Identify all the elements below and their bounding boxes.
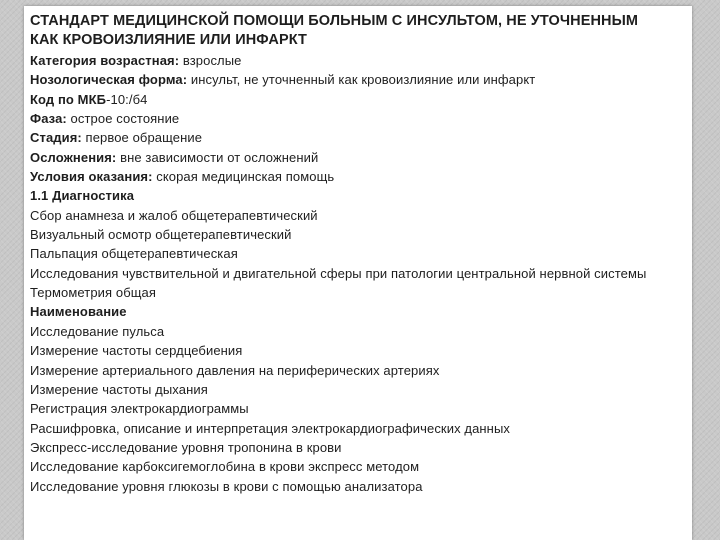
list-item: Измерение частоты дыхания	[30, 381, 208, 397]
document-title: СТАНДАРТ МЕДИЦИНСКОЙ ПОМОЩИ БОЛЬНЫМ С ИНСУЛЬТОМ, НЕ УТОЧНЕННЫМ КАК КРОВОИЗЛИЯНИЕ ИЛИ ИНФАРКТ	[30, 13, 639, 48]
field-value: первое обращение	[81, 130, 203, 146]
list-item: Исследования чувствительной и двигательной сферы при патологии центральной нервной системы	[30, 265, 647, 281]
list-item: Регистрация электрокардиограммы	[30, 401, 249, 417]
list-item: Измерение артериального давления на периферических артериях	[30, 362, 440, 378]
list-item: Сбор анамнеза и жалоб общетерапевтический	[30, 207, 318, 223]
field-label: Категория возрастная:	[30, 53, 180, 68]
document-page	[24, 6, 692, 540]
field-care-conditions	[30, 167, 692, 186]
list-item: Визуальный осмотр общетерапевтический	[30, 227, 292, 243]
list-item: Пальпация общетерапевтическая	[30, 246, 238, 262]
field-age-category	[30, 51, 692, 70]
field-icd-code	[30, 90, 692, 109]
list-item: Исследование пульса	[30, 323, 165, 339]
field-value: взрослые	[179, 53, 242, 68]
section-heading-diagnostics: 1.1 Диагностика	[30, 188, 135, 204]
field-label: Фаза:	[30, 111, 67, 127]
field-label: Нозологическая форма:	[30, 72, 188, 88]
list-item: Исследование уровня глюкозы в крови с помощью анализатора	[30, 478, 423, 494]
field-stage	[30, 128, 692, 147]
field-value: скорая медицинская помощь	[152, 169, 335, 185]
field-label: Условия оказания:	[30, 169, 153, 185]
field-value: -10:/б4	[106, 91, 148, 107]
field-nosological-form	[30, 70, 692, 89]
list-item: Исследование карбоксигемоглобина в крови экспресс методом	[30, 459, 420, 475]
field-label: Осложнения:	[30, 149, 117, 165]
list-item: Расшифровка, описание и интерпретация электрокардиографических данных	[30, 420, 511, 436]
field-value: острое состояние	[66, 111, 180, 127]
section-heading-naming: Наименование	[30, 304, 127, 320]
field-complications	[30, 148, 692, 167]
list-item: Экспресс-исследование уровня тропонина в крови	[30, 439, 342, 455]
field-label: Стадия:	[30, 130, 82, 146]
field-value: вне зависимости от осложнений	[116, 149, 319, 165]
list-item: Измерение частоты сердцебиения	[30, 343, 243, 359]
field-label: Код по МКБ	[30, 91, 107, 107]
list-item: Термометрия общая	[30, 285, 157, 301]
field-phase	[30, 109, 692, 128]
field-value: инсульт, не уточненный как кровоизлияние или инфаркт	[187, 72, 536, 88]
